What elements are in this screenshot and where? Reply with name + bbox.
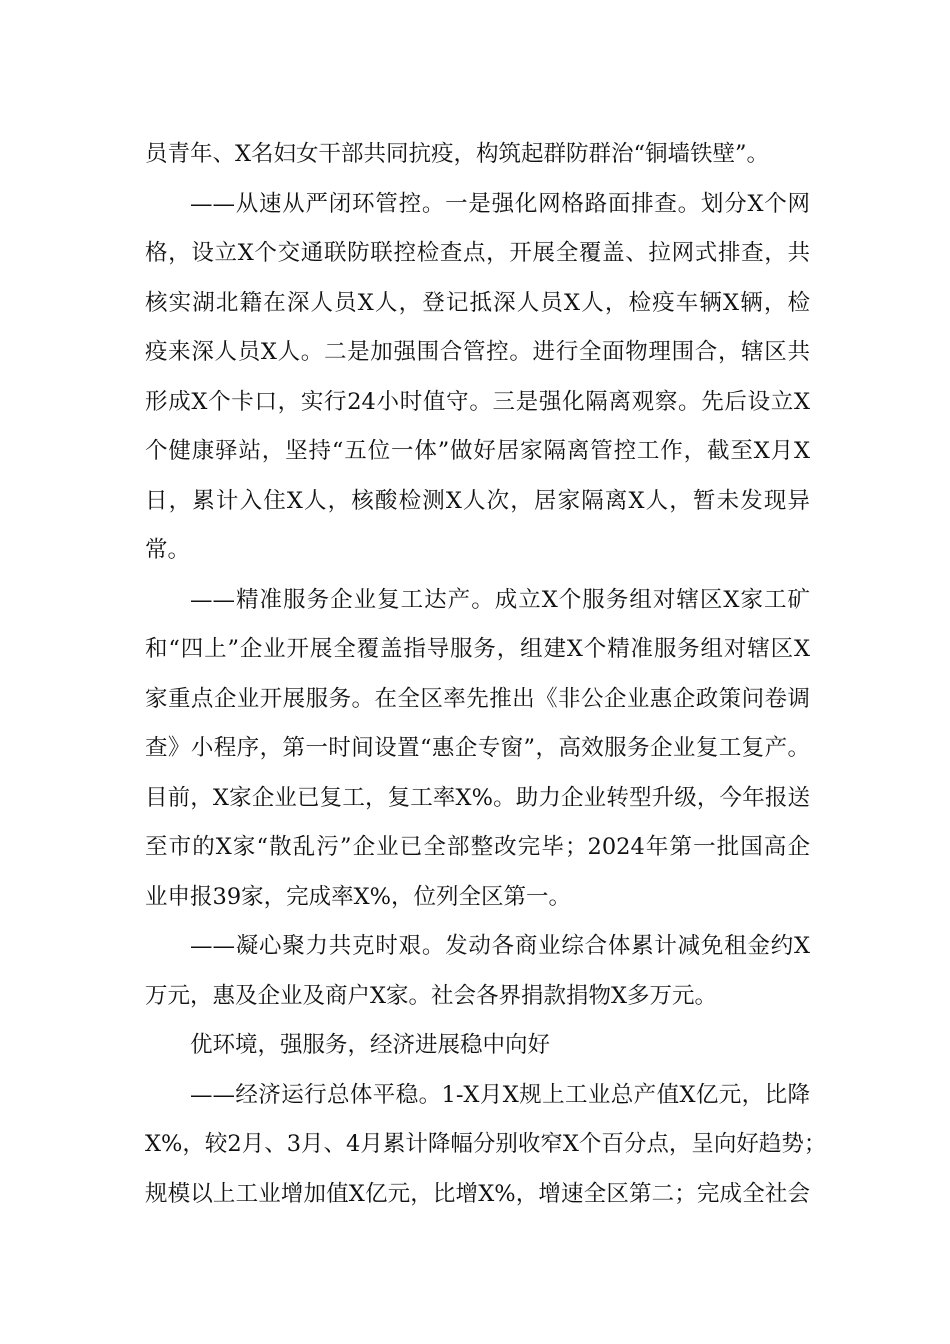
text-line: 形成X个卡口，实行24小时值守。三是强化隔离观察。先后设立X [145,388,810,415]
text-line: ——凝心聚力共克时艰。发动各商业综合体累计减免租金约X [190,933,810,959]
text-line: ——经济运行总体平稳。1-X月X规上工业总产值X亿元，比降 [190,1081,810,1108]
text-line: 个健康驿站，坚持“五位一体”做好居家隔离管控工作，截至X月X [145,438,810,464]
text-line: 规模以上工业增加值X亿元，比增X%，增速全区第二；完成全社会 [145,1180,810,1207]
text-line: 格，设立X个交通联防联控检查点，开展全覆盖、拉网式排查，共 [145,240,810,266]
text-line: 家重点企业开展服务。在全区率先推出《非公企业惠企政策问卷调 [145,685,810,712]
document-body [145,130,827,1219]
text-line: X%，较2月、3月、4月累计降幅分别收窄X个百分点，呈向好趋势； [145,1131,827,1157]
text-line: ——精准服务企业复工达产。成立X个服务组对辖区X家工矿 [190,586,810,613]
text-line: 至市的X家“散乱污”企业已全部整改完毕；2024年第一批国高企 [145,834,810,860]
text-line: 常。 [145,537,191,563]
text-line: 目前，X家企业已复工，复工率X%。助力企业转型升级，今年报送 [145,784,810,811]
text-line: 员青年、X名妇女干部共同抗疫，构筑起群防群治“铜墙铁壁”。 [145,141,770,167]
text-line: 查》小程序，第一时间设置“惠企专窗”，高效服务企业复工复产。 [145,735,810,761]
text-line: ——从速从严闭环管控。一是强化网格路面排查。划分X个网 [190,190,810,217]
text-line: 日，累计入住X人，核酸检测X人次，居家隔离X人，暂未发现异 [145,487,810,514]
text-line: 疫来深人员X人。二是加强围合管控。进行全面物理围合，辖区共 [145,339,810,365]
section-heading: 优环境，强服务，经济进展稳中向好 [190,1032,551,1058]
text-line: 业申报39家，完成率X%，位列全区第一。 [145,883,572,910]
text-line: 万元，惠及企业及商户X家。社会各界捐款捐物X多万元。 [145,982,718,1009]
text-line: 核实湖北籍在深人员X人，登记抵深人员X人，检疫车辆X辆，检 [145,289,810,316]
text-line: 和“四上”企业开展全覆盖指导服务，组建X个精准服务组对辖区X [145,636,810,662]
